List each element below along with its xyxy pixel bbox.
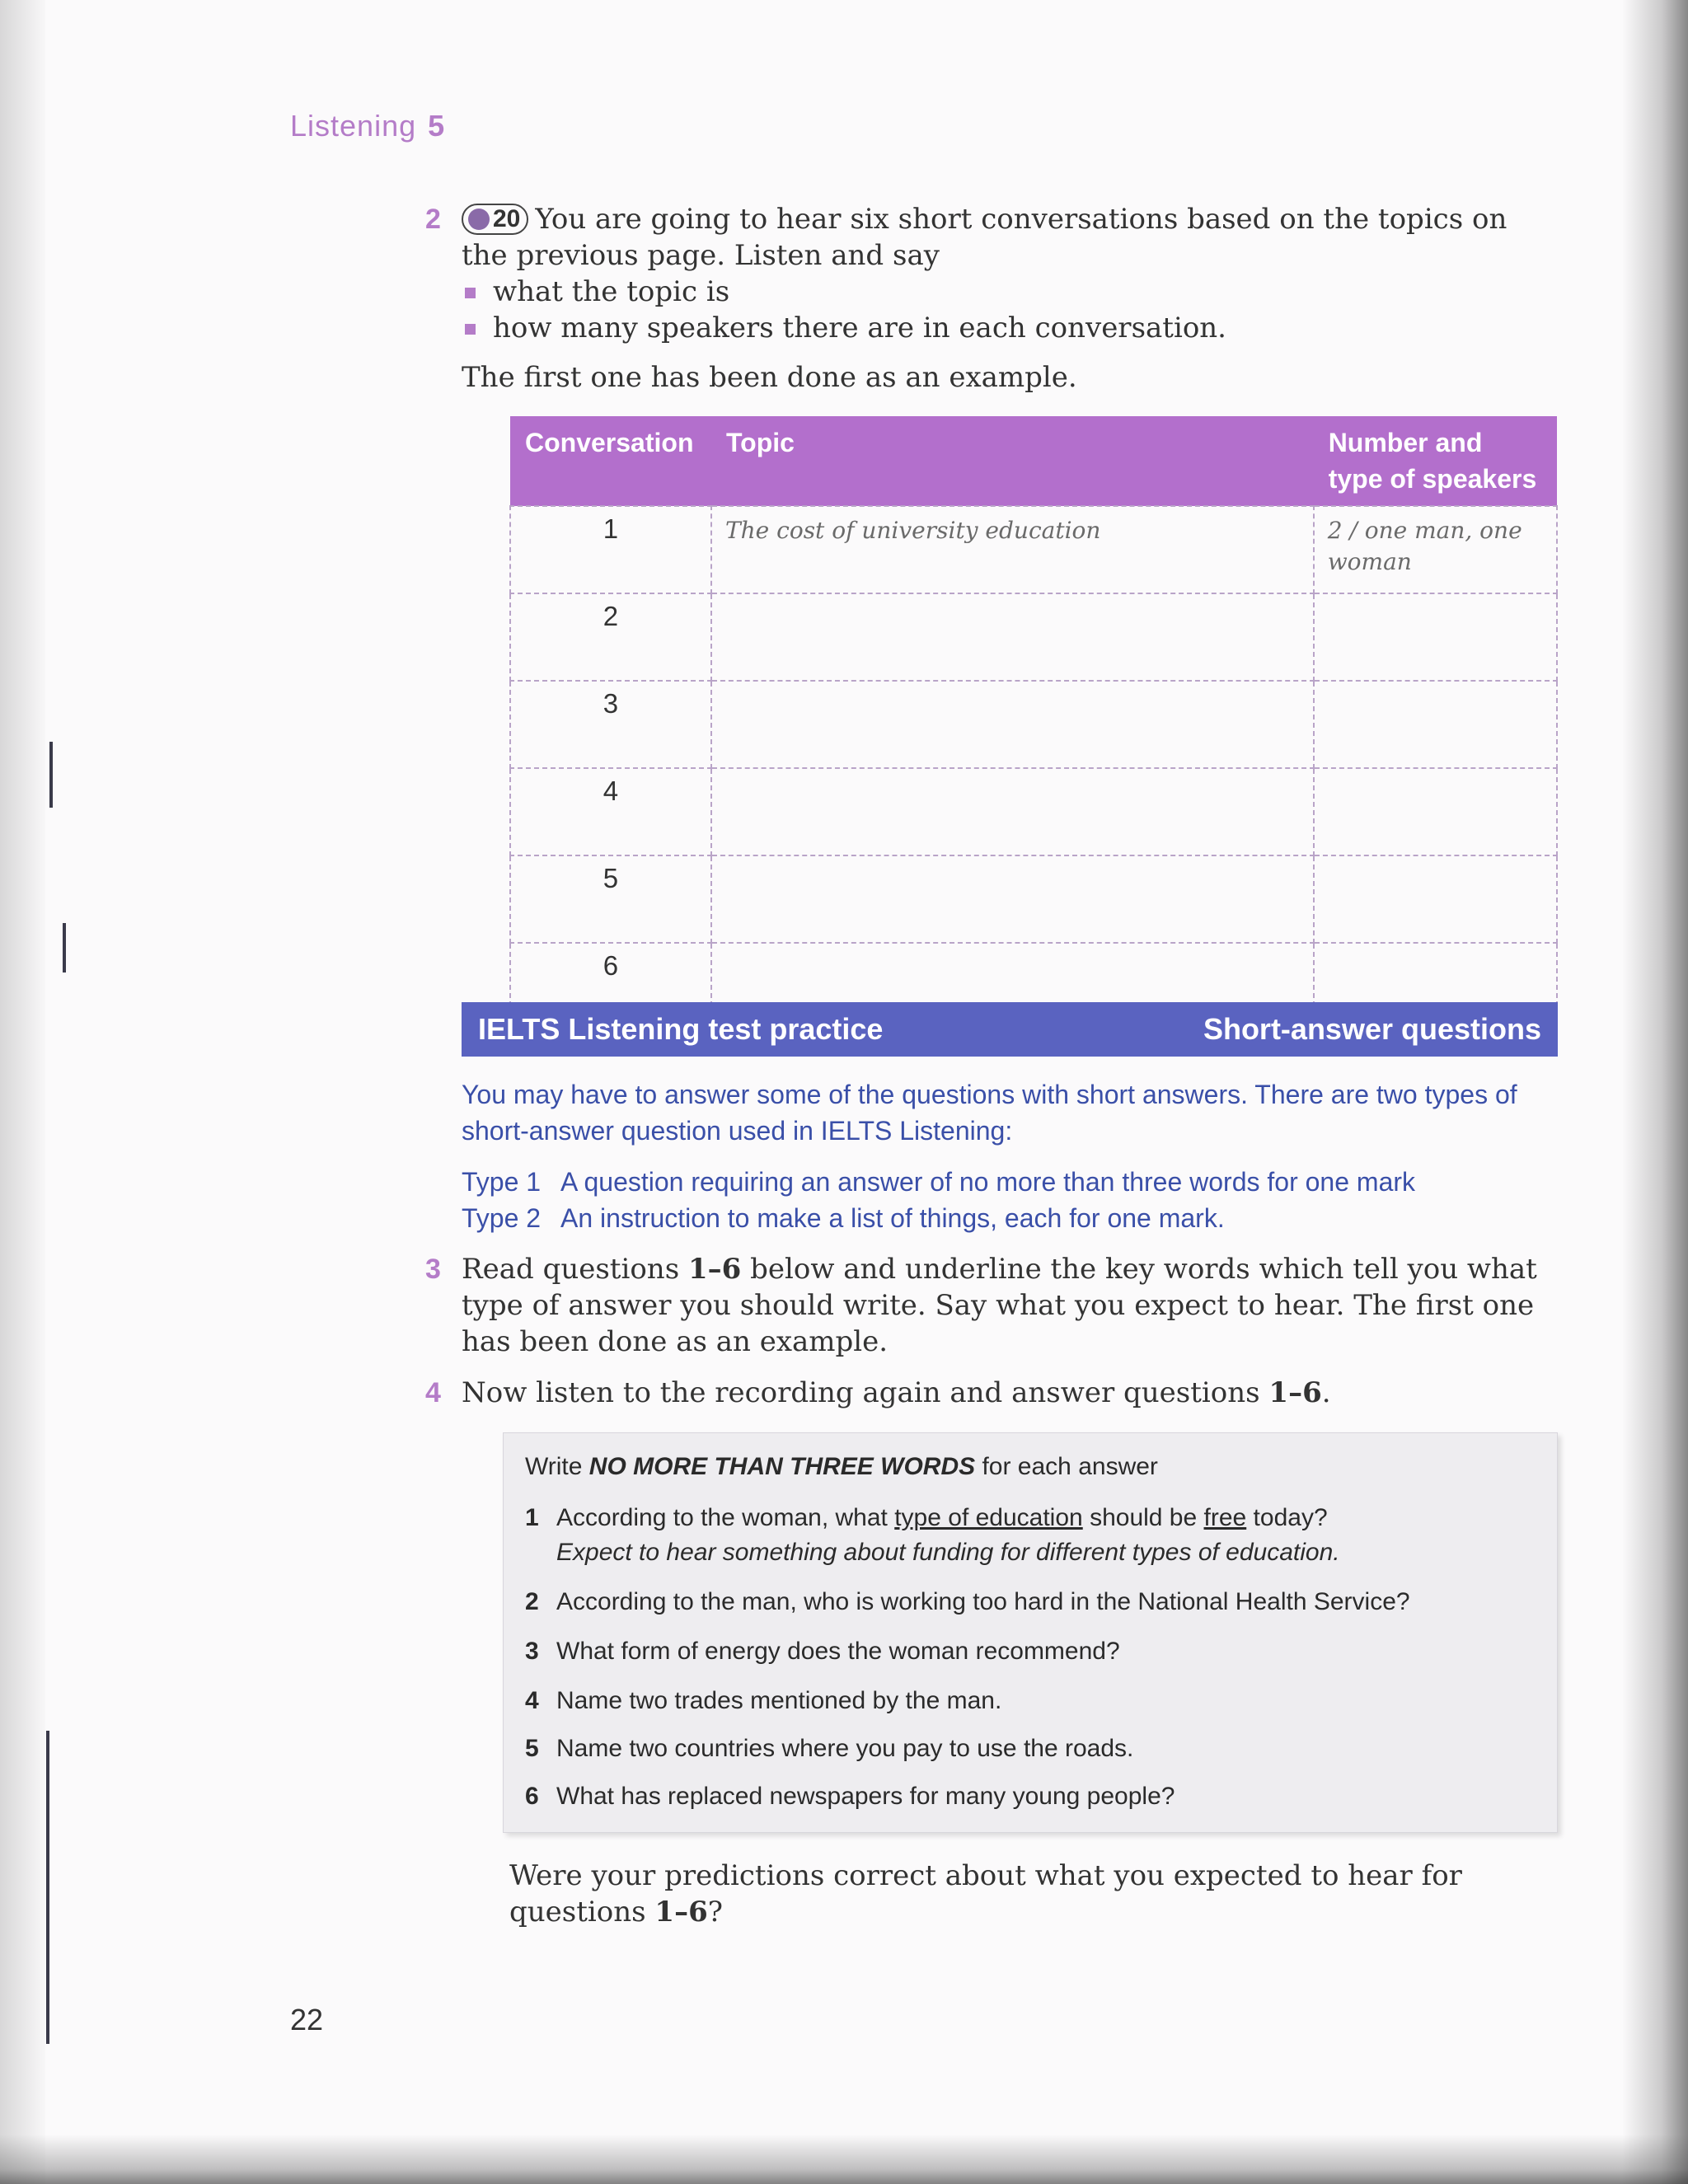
section-title: Listening (290, 109, 417, 143)
page-edge-shadow (1622, 0, 1688, 2184)
question-text: According to the woman, what (556, 1504, 895, 1531)
questions-box (503, 1432, 1558, 1833)
conversation-number: 5 (510, 855, 711, 943)
question-range: 1–6 (687, 1253, 742, 1286)
question-number: 3 (525, 1638, 539, 1665)
underlined-keyword: type of education (894, 1504, 1083, 1531)
binding-mark (46, 1731, 49, 2044)
question-number: 6 (525, 1783, 539, 1810)
banner-subtitle: Short-answer questions (1203, 1012, 1541, 1046)
topic-cell[interactable] (711, 768, 1314, 855)
handwritten-answer: The cost of university education (724, 517, 1101, 544)
handwritten-answer: 2 / one man, one woman (1327, 517, 1522, 575)
speakers-cell[interactable] (1314, 681, 1557, 768)
table-row (510, 506, 1557, 593)
step-number: 2 (425, 204, 441, 235)
question-item (525, 1779, 1531, 1814)
example-note: The first one has been done as an example. (462, 361, 1077, 394)
underlined-keyword: free (1203, 1504, 1247, 1531)
question-item (525, 1732, 1531, 1766)
type-item (462, 1164, 1558, 1200)
word-limit: NO MORE THAN THREE WORDS (588, 1453, 976, 1480)
question-text: What has replaced newspapers for many young people? (556, 1783, 1175, 1810)
step-4 (425, 1375, 1550, 1411)
step-number: 4 (425, 1377, 441, 1408)
unit-number: 5 (428, 109, 446, 143)
type-item (462, 1200, 1558, 1236)
step-number: 3 (425, 1254, 441, 1285)
bullet-list (462, 274, 1550, 346)
banner-title: IELTS Listening test practice (478, 1012, 884, 1046)
type-label: Type 2 (462, 1203, 542, 1233)
speakers-cell[interactable] (1314, 593, 1557, 681)
column-header: Number and type of speakers (1314, 416, 1557, 506)
speakers-cell[interactable] (1314, 506, 1557, 593)
instruction-end: for each answer (975, 1453, 1158, 1480)
page-spine-shadow (0, 0, 45, 2184)
conversation-number: 3 (510, 681, 711, 768)
column-header: Conversation (510, 416, 711, 506)
question-item (525, 1585, 1531, 1619)
table-header-row (510, 416, 1557, 506)
question-number: 2 (525, 1588, 539, 1615)
question-text: should be (1082, 1504, 1204, 1531)
step-3-text-end: below and underline the key words which tell you what type of answer you should write. Say what you expect to hear. The first one has been done as an example. (462, 1253, 1537, 1358)
example-hint: Expect to hear something about funding for different types of education. (556, 1539, 1340, 1566)
column-header: Topic (711, 416, 1314, 506)
question-item (525, 1634, 1531, 1669)
running-header (290, 109, 445, 143)
conversation-number: 6 (510, 943, 711, 1030)
type-description: A question requiring an answer of no more than three words for one mark (560, 1167, 1416, 1197)
question-number: 5 (525, 1735, 539, 1762)
topic-cell[interactable] (711, 506, 1314, 593)
binding-mark (49, 742, 53, 808)
step-4-text-end: . (1321, 1376, 1331, 1409)
topic-cell[interactable] (711, 681, 1314, 768)
instruction-start: Write (525, 1453, 589, 1480)
ielts-practice-banner (462, 1002, 1558, 1057)
question-item (525, 1501, 1531, 1570)
type-label: Type 1 (462, 1167, 542, 1197)
step-2-text: You are going to hear six short conversations based on the topics on the previous page. Listen and say (462, 203, 1507, 272)
question-text: According to the man, who is working too hard in the National Health Service? (556, 1588, 1410, 1615)
closing-text-end: ? (707, 1896, 723, 1929)
conversation-number: 4 (510, 768, 711, 855)
step-2 (425, 201, 1550, 396)
table-row (510, 855, 1557, 943)
cd-track-badge (462, 204, 528, 235)
bullet-item: how many speakers there are in each conversation. (462, 310, 1550, 346)
table-row (510, 593, 1557, 681)
question-range: 1–6 (654, 1896, 708, 1929)
conversation-table (509, 416, 1558, 1031)
binding-mark (63, 923, 66, 972)
question-number: 1 (525, 1504, 539, 1531)
speakers-cell[interactable] (1314, 768, 1557, 855)
question-text: Name two countries where you pay to use the roads. (556, 1735, 1134, 1762)
question-text: What form of energy does the woman recommend? (556, 1638, 1120, 1665)
closing-question (509, 1858, 1573, 1930)
step-4-text-start: Now listen to the recording again and answer questions (462, 1376, 1269, 1409)
speakers-cell[interactable] (1314, 855, 1557, 943)
intro-text: You may have to answer some of the questions with short answers. There are two types of short-answer question used in IELTS Listening: (462, 1080, 1517, 1146)
table-row (510, 681, 1557, 768)
question-text: today? (1246, 1504, 1328, 1531)
step-3-text-start: Read questions (462, 1253, 688, 1286)
step-3 (425, 1251, 1550, 1360)
page-bottom-shadow (0, 2135, 1688, 2184)
cd-track-number: 20 (493, 205, 521, 232)
topic-cell[interactable] (711, 593, 1314, 681)
question-range: 1–6 (1268, 1376, 1322, 1409)
type-list (462, 1164, 1558, 1236)
instruction (525, 1453, 1158, 1481)
bullet-item: what the topic is (462, 274, 1550, 310)
closing-text-start: Were your predictions correct about what you expected to hear for questions (509, 1859, 1462, 1929)
question-text: Name two trades mentioned by the man. (556, 1687, 1002, 1714)
conversation-number: 1 (510, 506, 711, 593)
topic-cell[interactable] (711, 855, 1314, 943)
type-description: An instruction to make a list of things, each for one mark. (560, 1203, 1225, 1233)
cd-icon (468, 209, 490, 230)
page-number: 22 (290, 2003, 324, 2036)
question-number: 4 (525, 1687, 539, 1714)
conversation-number: 2 (510, 593, 711, 681)
question-item (525, 1684, 1531, 1718)
table-row (510, 768, 1557, 855)
